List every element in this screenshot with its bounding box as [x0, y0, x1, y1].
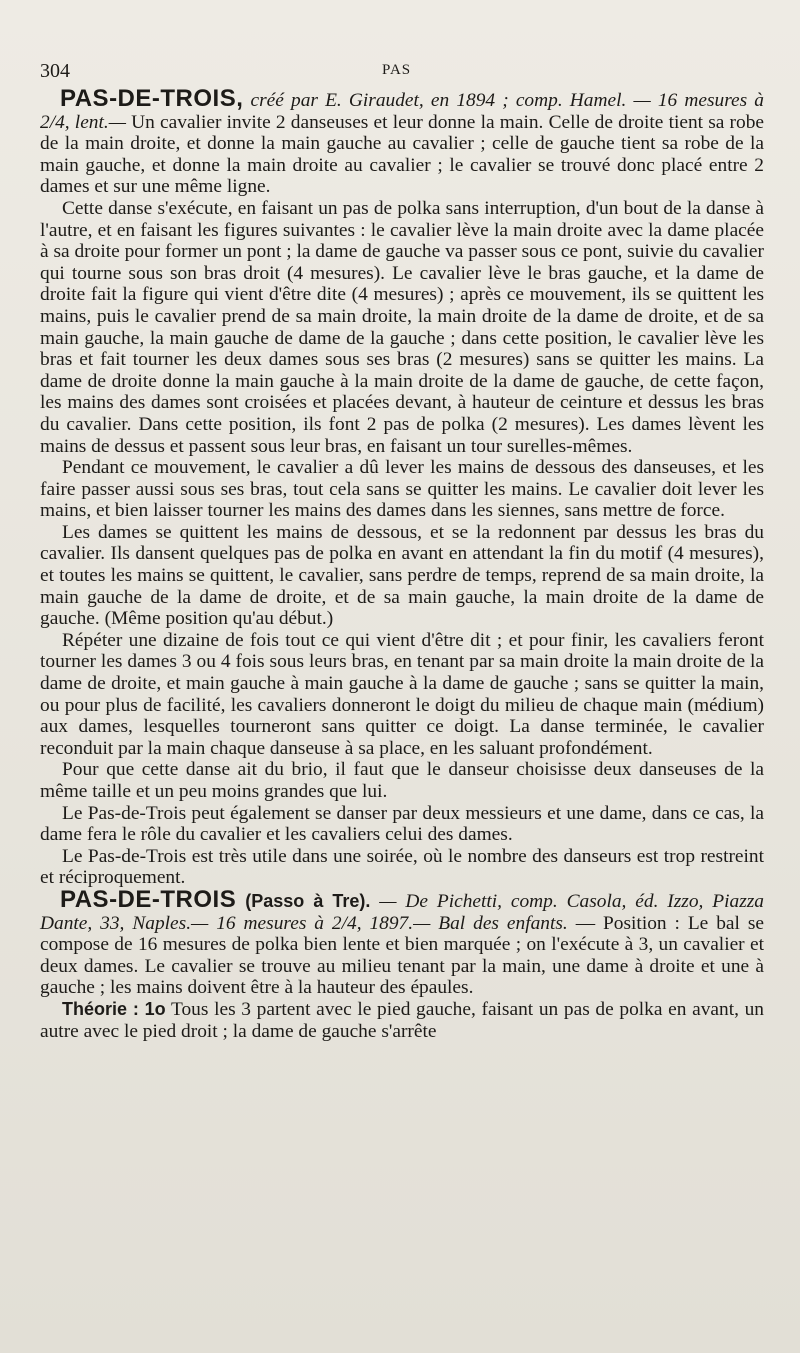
paragraph: Le Pas-de-Trois peut également se danser par deux messieurs et une dame, dans ce cas, la dame fera le rôle du cavalier et les cavaliers celui des dames.: [40, 802, 764, 846]
paragraph: Le Pas-de-Trois est très utile dans une soirée, où le nombre des danseurs est trop restreint et réciproquement.: [40, 845, 764, 889]
entry-meta: créé par E. Giraudet, en 1894 ; comp. Hamel. — 16 mesures à 2/4, lent.—: [40, 90, 764, 133]
section-title: PAS: [382, 62, 412, 78]
entry-meta: — De Pichetti, comp. Casola, éd. Izzo, Piazza Dante, 33, Naples.— 16 mesures à 2/4, 1897.— Bal des enfants.: [40, 890, 764, 934]
page-number: 304: [40, 60, 70, 82]
entry-subtitle: (Passo à Tre).: [236, 890, 371, 911]
headword: PAS-DE-TROIS,: [60, 85, 244, 112]
entry-intro: Un cavalier invite 2 danseuses et leur donne la main. Celle de droite tient sa robe de la main droite, et donne la main gauche au cavalier ; celle de gauche tient sa robe de la main gauche, et donne la main droite au cavalier ; le cavalier se trouvé donc placé entre 2 dames et sur une même ligne.: [40, 111, 764, 198]
paragraph: Pour que cette danse ait du brio, il faut que le danseur choisisse deux danseuses de la même taille et un peu moins grandes que lui.: [40, 759, 764, 802]
body-text: [40, 85, 765, 1042]
entry-body: — Position : Le bal se compose de 16 mesures de polka bien lente et bien marquée ; on l'exécute à 3, un cavalier et deux dames. Le cavalier se trouve au milieu tenant par la main, une dame à droite et une à gauche ; les mains doivent être à la hauteur des épaules.: [40, 912, 764, 999]
running-head: [40, 58, 764, 88]
paragraph: Pendant ce mouvement, le cavalier a dû lever les mains de dessous des danseuses, et les faire passer aussi sous ses bras, tout cela sans se quitter les mains. Le cavalier doit lever les mains, et bien laisser tourner les mains des dames dans les siennes, sans mettre de force.: [40, 457, 764, 522]
paragraph: Cette danse s'exécute, en faisant un pas de polka sans interruption, d'un bout de la danse à l'autre, et en faisant les figures suivantes : le cavalier lève la main droite avec la dame placée à sa droite pour former un pont ; la dame de gauche va passer sous ce pont, suivie du cavalier qui tourne sous son bras droit (4 mesures). Le cavalier lève le bras gauche, et la dame de droite fait la figure qui vient d'être dite (4 mesures) ; après ce mouvement, ils se quittent les mains, puis le cavalier prend de sa main droite, la main droite de la dame de droite, et de sa main gauche, la main gauche de dame de la gauche ; dans cette position, le cavalier lève les bras et fait tourner les deux dames sous ses bras (2 mesures) sans se quitter les mains. La dame de droite donne la main gauche à la main droite de la dame de gauche, de cette façon, les mains des dames sont croisées et placées devant, à hauteur de ceinture et dessus les bras du cavalier. Dans cette position, ils font 2 pas de polka (2 mesures). Les dames lèvent les mains de dessus et passent sous leur bras, en faisant un tour surelles-mêmes.: [40, 197, 764, 457]
headword: PAS-DE-TROIS: [60, 885, 237, 913]
entry-pas-de-trois-giraudet: [40, 85, 764, 198]
paragraph: Répéter une dizaine de fois tout ce qui vient d'être dit ; et pour finir, les cavaliers feront tourner les dames 3 ou 4 fois sous leurs bras, en tenant par sa main droite la main droite de la dame de droite, et main gauche à main gauche à la dame de gauche ; sans se quitter la main, ou pour plus de facilité, les cavaliers donneront le doigt du milieu de chaque main (médium) aux dames, lesquelles tourneront sans quitter ce doigt. La danse terminée, le cavalier reconduit par la main chaque danseuse à sa place, en les saluant profondément.: [40, 629, 764, 759]
entry-pas-de-trois-pichetti: [40, 885, 764, 999]
theory-label: Théorie : 1o: [62, 998, 166, 1019]
theory-text: Tous les 3 partent avec le pied gauche, faisant un pas de polka en avant, un autre avec le pied droit ; la dame de gauche s'arrête: [40, 998, 765, 1042]
theory-paragraph: [40, 999, 764, 1042]
paragraph: Les dames se quittent les mains de dessous, et se la redonnent par dessus les bras du cavalier. Ils dansent quelques pas de polka en avant en attendant la fin du motif (4 mesures), et toutes les mains se quittent, le cavalier, sans perdre de temps, reprend de sa main droite, la main gauche de la dame de droite, et de sa main gauche, la main droite de la dame de gauche. (Même position qu'au début.): [40, 521, 764, 630]
